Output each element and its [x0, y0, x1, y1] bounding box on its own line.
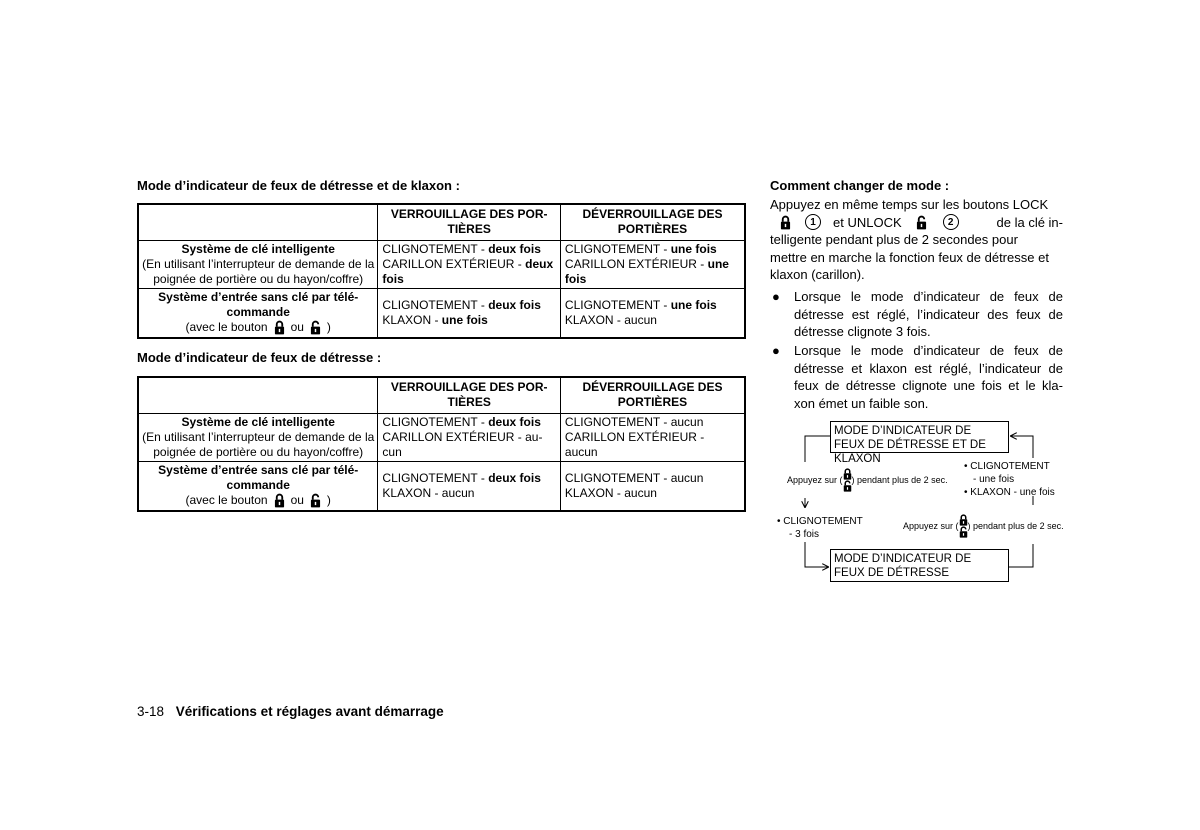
cell-text: CLIGNOTEMENT - aucun [564, 414, 704, 429]
page-footer [137, 704, 444, 719]
press-text: ) pendant plus de 2 sec. [967, 520, 1064, 531]
row-header-remote-keyless [138, 461, 378, 511]
unlock-icon [959, 526, 968, 538]
note-text: ) [326, 493, 331, 508]
bullet-item [772, 288, 1063, 341]
para-text: et UNLOCK [833, 214, 902, 230]
row-header-intelligent-key [138, 413, 378, 461]
result-line: - une fois [973, 473, 1015, 485]
cell-bold: une fois [670, 241, 717, 256]
cell-text: CLIGNOTEMENT - [382, 414, 489, 429]
table-corner [138, 377, 378, 413]
cell-lock [378, 413, 560, 461]
page-number: 3-18 [137, 704, 165, 719]
right-heading: Comment changer de mode : [770, 178, 950, 193]
para-line: Appuyez en même temps sur les boutons LOCK [770, 197, 1049, 212]
bullet-text: Lorsque le mode d’indicateur de feux de détresse est réglé, l’indicateur des feux de détresse clignote 3 fois. [794, 289, 1063, 339]
cell-lock [378, 461, 560, 511]
cell-bold: deux fois [488, 241, 541, 256]
cell-text: CLIGNOTEMENT - aucun [564, 470, 704, 485]
table-hazard-mode [137, 376, 746, 512]
cell-bold: une fois [670, 297, 717, 312]
cell-unlock [560, 461, 745, 511]
row-header-remote-keyless [138, 288, 378, 338]
note-text: (avec le bouton [185, 320, 268, 335]
press-text: Appuyez sur ( [787, 474, 843, 485]
row-note [142, 493, 374, 508]
press-text: Appuyez sur ( [903, 520, 959, 531]
bullet-dot: ● [772, 289, 780, 304]
col-header-unlock: DÉVERROUILLAGE DES PORTIÈRES [560, 204, 745, 240]
para-line: mettre en marche la fonction feux de détresse et [770, 249, 1049, 265]
section-heading-hazard: Mode d’indicateur de feux de détresse : [137, 350, 382, 365]
press-instruction-left [787, 468, 948, 492]
cell-text: KLAXON - aucun [382, 485, 475, 500]
result-hazard [777, 516, 863, 541]
para-text: de la clé in- [996, 214, 1063, 230]
row-title: Système de clé intelligente [181, 414, 335, 429]
row-title: Système de clé intelligente [181, 241, 335, 256]
press-instruction-right [903, 514, 1064, 538]
note-text: ou [290, 493, 304, 508]
key-icons [959, 514, 968, 538]
unlock-icon [843, 480, 852, 492]
cell-text: CLIGNOTEMENT - [564, 297, 671, 312]
result-line: • CLIGNOTEMENT [777, 516, 863, 527]
result-line: • KLAXON - une fois [964, 487, 1055, 498]
cell-text: CARILLON EXTÉRIEUR - [564, 256, 708, 271]
bullet-dot: ● [772, 343, 780, 358]
col-header-unlock: DÉVERROUILLAGE DES PORTIÈRES [560, 377, 745, 413]
cell-lock [378, 288, 560, 338]
para-line [770, 214, 1063, 232]
cell-text: CLIGNOTEMENT - [382, 297, 489, 312]
section-heading-hazard-horn: Mode d’indicateur de feux de détresse et de klaxon : [137, 178, 460, 193]
bullet-text: Lorsque le mode d’indicateur de feux de détresse et klaxon est réglé, l’indicateur de feux de détresse clignote une fois et le kla- xon émet un faible son. [794, 343, 1063, 411]
col-header-lock: VERROUILLAGE DES POR- TIÈRES [378, 377, 560, 413]
bullet-item [772, 342, 1063, 412]
lock-icon [959, 514, 968, 526]
table-hazard-horn-mode [137, 203, 746, 339]
cell-text: CLIGNOTEMENT - [382, 241, 489, 256]
cell-unlock [560, 288, 745, 338]
cell-bold: une fois [441, 312, 488, 327]
press-text: ) pendant plus de 2 sec. [851, 474, 948, 485]
cell-lock [378, 240, 560, 288]
cell-text: CARILLON EXTÉRIEUR - [382, 256, 526, 271]
col-header-lock: VERROUILLAGE DES POR- TIÈRES [378, 204, 560, 240]
row-title: Système d’entrée sans clé par télé- commande [158, 290, 359, 320]
result-hazard-horn [964, 461, 1055, 500]
instruction-paragraph [770, 196, 1063, 284]
cell-text: KLAXON - aucun [564, 485, 657, 500]
cell-bold: une fois [564, 256, 729, 286]
note-text: ou [290, 320, 304, 335]
key-icons [843, 468, 852, 492]
chapter-title: Vérifications et réglages avant démarrage [175, 704, 444, 719]
cell-text: KLAXON - aucun [564, 312, 657, 327]
row-note: (En utilisant l’interrupteur de demande de la poignée de portière ou du hayon/coffre) [142, 429, 375, 459]
cell-text: CARILLON EXTÉRIEUR - au- cun [382, 429, 543, 459]
note-text: (avec le bouton [185, 493, 268, 508]
lock-icon [274, 493, 285, 508]
mode-box-hazard-horn: MODE D’INDICATEUR DE FEUX DE DÉTRESSE ET DE KLAXON [830, 421, 1009, 453]
cell-text: CLIGNOTEMENT - [382, 470, 489, 485]
row-title: Système d’entrée sans clé par télé- commande [158, 463, 359, 493]
mode-box-hazard: MODE D’INDICATEUR DE FEUX DE DÉTRESSE [830, 549, 1009, 582]
cell-text: CLIGNOTEMENT - [564, 241, 671, 256]
lock-icon [843, 468, 852, 480]
lock-icon [780, 215, 791, 230]
note-text: ) [326, 320, 331, 335]
cell-bold: deux fois [382, 256, 554, 286]
row-header-intelligent-key [138, 240, 378, 288]
result-line: • CLIGNOTEMENT [964, 461, 1050, 472]
cell-text: CARILLON EXTÉRIEUR - aucun [564, 429, 705, 459]
row-note: (En utilisant l’interrupteur de demande de la poignée de portière ou du hayon/coffre) [142, 256, 375, 286]
cell-bold: deux fois [488, 414, 541, 429]
result-line: - 3 fois [789, 528, 820, 540]
callout-2: 2 [943, 214, 959, 230]
para-line: telligente pendant plus de 2 secondes pour [770, 232, 1018, 247]
cell-unlock [560, 413, 745, 461]
cell-bold: deux fois [488, 470, 541, 485]
para-line: klaxon (carillon). [770, 267, 865, 282]
callout-1: 1 [805, 214, 821, 230]
lock-icon [274, 320, 285, 335]
cell-unlock [560, 240, 745, 288]
cell-bold: deux fois [488, 297, 541, 312]
unlock-icon [310, 320, 321, 335]
table-corner [138, 204, 378, 240]
unlock-icon [916, 215, 927, 230]
cell-text: KLAXON - [382, 312, 442, 327]
unlock-icon [310, 493, 321, 508]
row-note [142, 320, 374, 335]
